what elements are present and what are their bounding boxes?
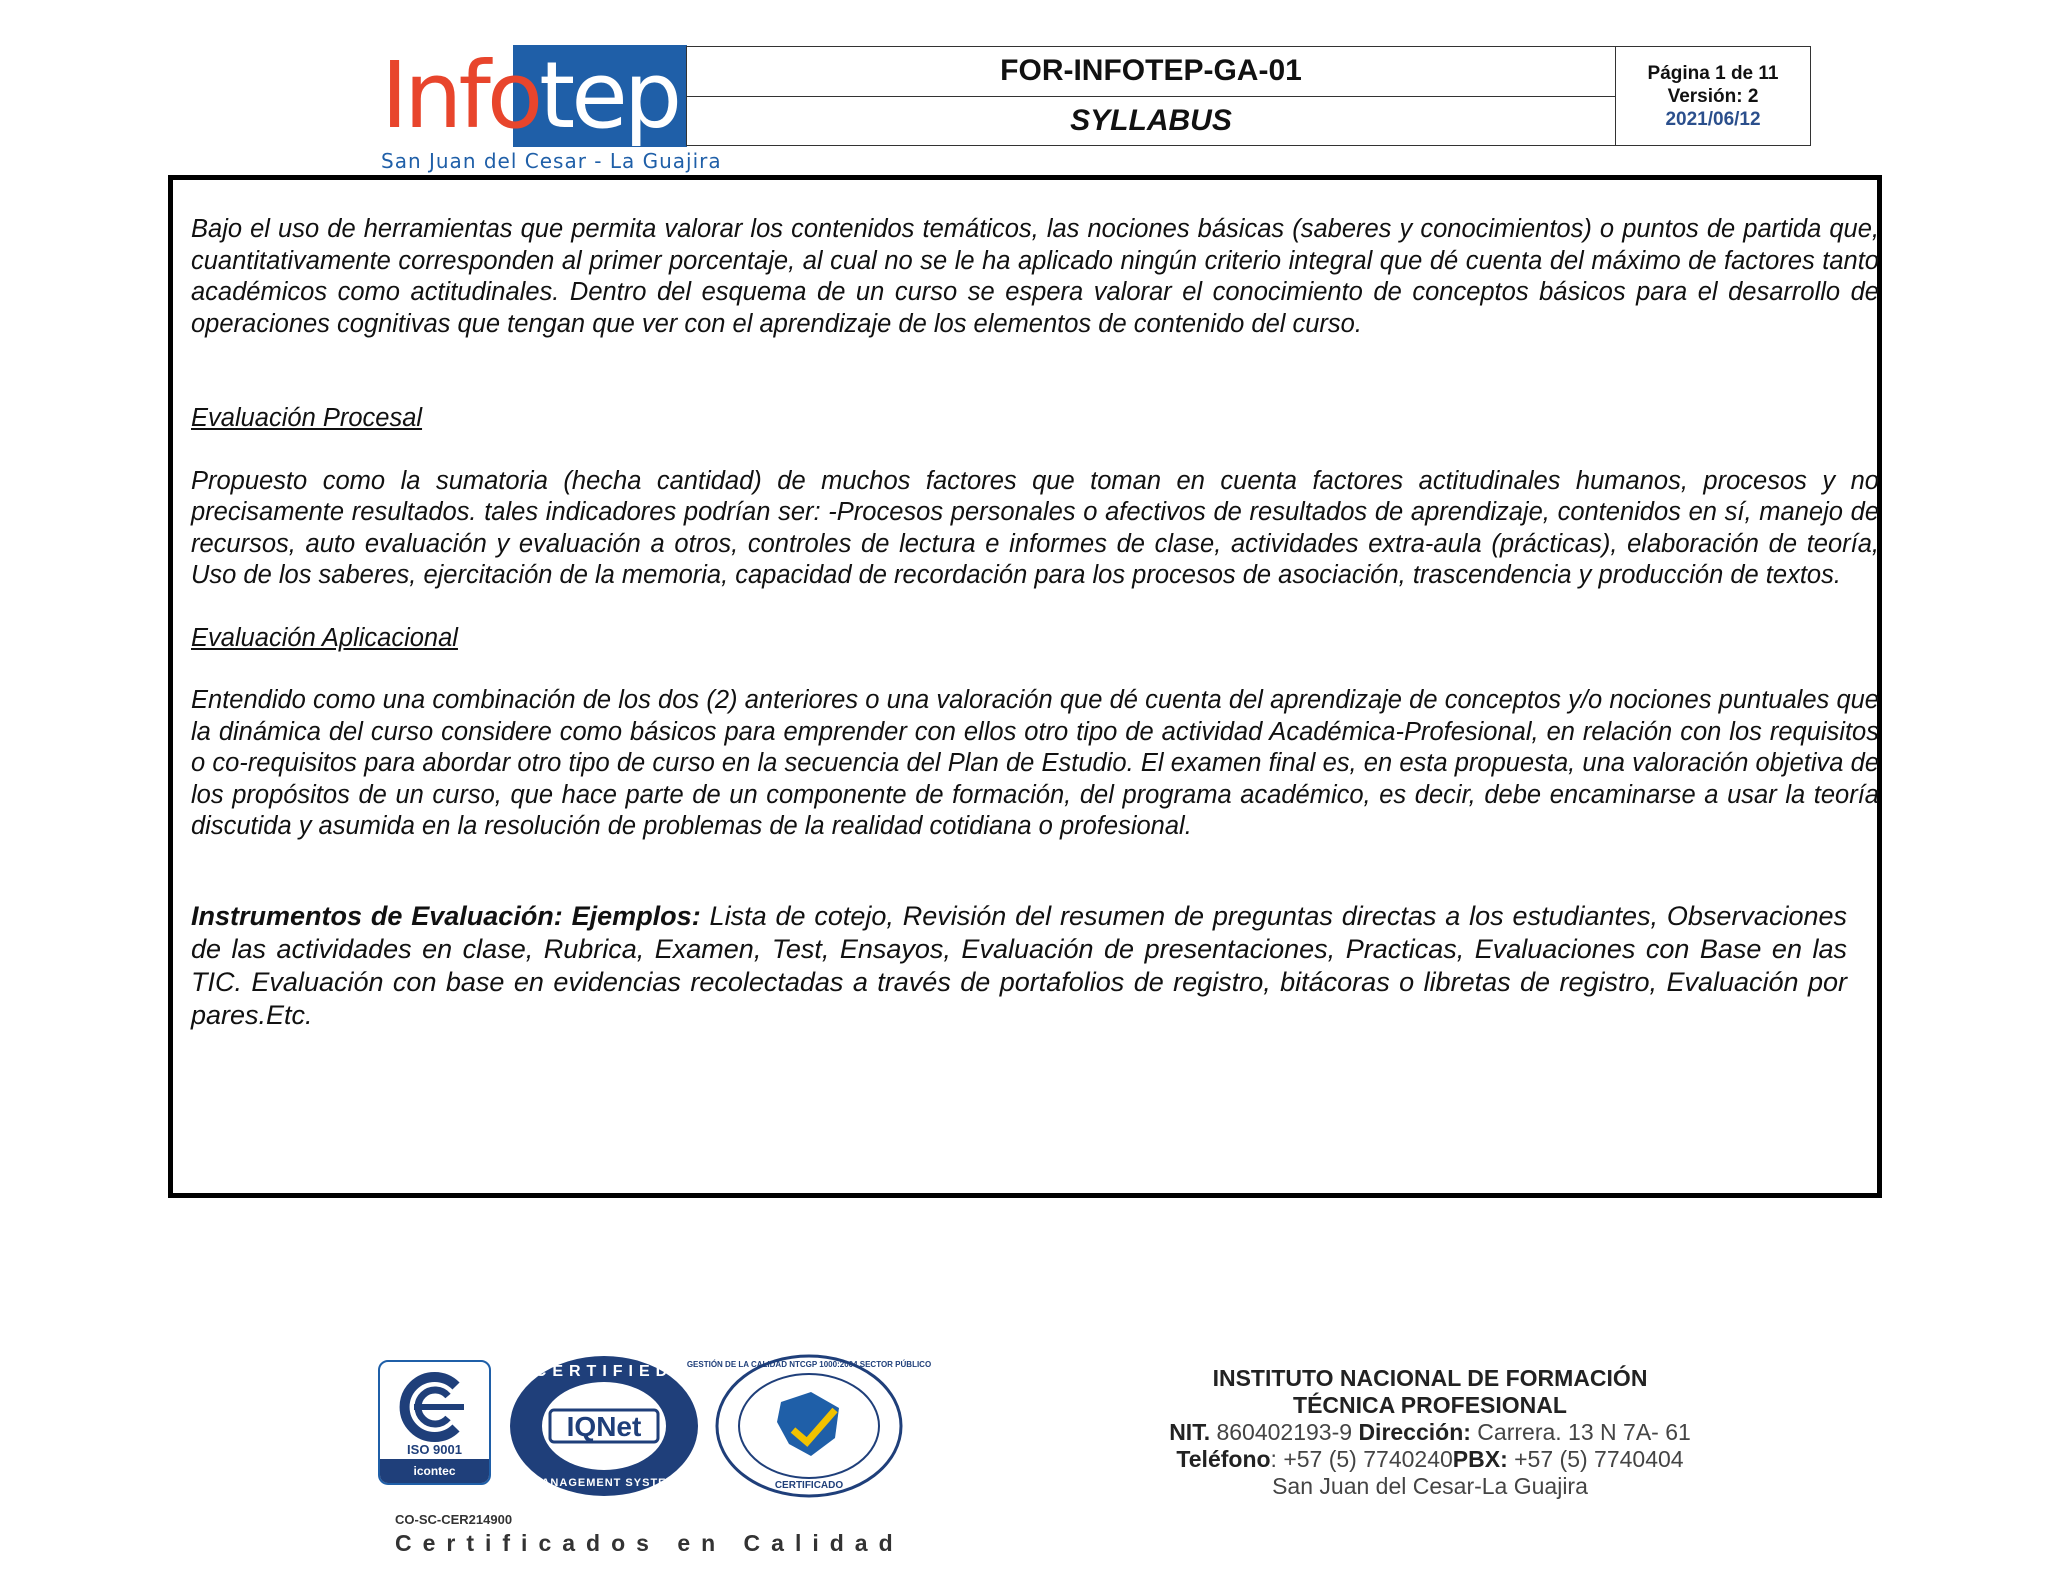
section-heading-procesal: Evaluación Procesal bbox=[191, 404, 423, 432]
page-number: Página 1 de 11 bbox=[1647, 62, 1779, 84]
document-meta bbox=[1616, 47, 1811, 146]
phone-line: Teléfono: +57 (5) 7740240PBX: +57 (5) 7740404 bbox=[1176, 1446, 1684, 1472]
logo-wordmark: Infotep bbox=[381, 42, 679, 149]
content-box bbox=[168, 175, 1882, 1198]
certificate-code: CO-SC-CER214900 bbox=[395, 1512, 513, 1527]
icontec-c-icon bbox=[394, 1372, 476, 1442]
content-body bbox=[191, 214, 1879, 1032]
iqnet-label: IQNet bbox=[566, 1411, 642, 1442]
institution-city: San Juan del Cesar-La Guajira bbox=[1272, 1473, 1588, 1499]
certificates-caption: Certificados en Calidad bbox=[395, 1530, 904, 1556]
icontec-brand: icontec bbox=[380, 1459, 489, 1483]
iqnet-management-label: MANAGEMENT SYSTEM bbox=[531, 1477, 677, 1489]
ntcgp-ring-label: GESTIÓN DE LA CALIDAD NTCGP 1000:2004 SECTOR PÚBLICO bbox=[686, 1360, 932, 1369]
ntcgp-certification-logo bbox=[686, 1352, 932, 1500]
institution-name-line1: INSTITUTO NACIONAL DE FORMACIÓN bbox=[1212, 1365, 1648, 1391]
document-header-table bbox=[686, 46, 1811, 146]
section-paragraph-procesal: Propuesto como la sumatoria (hecha cantidad) de muchos factores que toman en cuenta factores actitudinales humanos, procesos y no precisamente resultados. tales indicadores podrían ser: -Procesos personales o afectivos de resultados de aprendizaje, contenidos en sí, manejo de recursos, auto evaluación y evaluación a otros, controles de lectura e informes de clase, actividades extra-aula (prácticas), elaboración de teoría, Uso de los saberes, ejercitación de la memoria, capacidad de recordación para los procesos de asociación, trascendencia y producción de textos. bbox=[191, 466, 1879, 589]
icontec-certification-logo bbox=[378, 1360, 491, 1485]
institution-name-line2: TÉCNICA PROFESIONAL bbox=[1293, 1392, 1567, 1418]
document-date: 2021/06/12 bbox=[1665, 108, 1761, 130]
logo-background bbox=[381, 42, 687, 149]
iqnet-certified-label: CERTIFIED bbox=[534, 1363, 674, 1380]
infotep-logo bbox=[381, 42, 722, 175]
version-label: Versión: 2 bbox=[1667, 85, 1759, 107]
section-paragraph-aplicacional: Entendido como una combinación de los dos (2) anteriores o una valoración que dé cuenta del aprendizaje de conceptos y/o nociones puntuales que la dinámica del curso considere como básicos para emprender con ellos otro tipo de actividad Académica-Profesional, en relación con los requisitos o co-requisitos para abordar otro tipo de curso en la secuencia del Plan de Estudio. El examen final es, en esta propuesta, una valoración objetiva de los propósitos de un curso, que hace parte de un componente de formación, del programa académico, es decir, debe encaminarse a usar la teoría discutida y asumida en la resolución de problemas de la realidad cotidiana o profesional. bbox=[191, 686, 1879, 840]
iqnet-certification-logo bbox=[506, 1352, 702, 1500]
document-title: SYLLABUS bbox=[687, 96, 1616, 146]
instruments-label: Instrumentos de Evaluación: Ejemplos: bbox=[191, 900, 701, 931]
iso-9001-label: ISO 9001 bbox=[407, 1442, 462, 1457]
section-heading-aplicacional: Evaluación Aplicacional bbox=[191, 623, 458, 652]
document-code: FOR-INFOTEP-GA-01 bbox=[687, 47, 1616, 97]
ntcgp-certificado-label: CERTIFICADO bbox=[774, 1480, 844, 1491]
intro-paragraph: Bajo el uso de herramientas que permita valorar los contenidos temáticos, las nociones básicas (saberes y conocimientos) o puntos de partida que, cuantitativamente corresponden al primer porcentaje, al cual no se le ha aplicado ningún criterio integral que dé cuenta del máximo de factores tanto académicos como actitudinales. Dentro del esquema de un curso se espera valorar el conocimiento de conceptos básicos para el desarrollo de operaciones cognitivas que tengan que ver con el aprendizaje de los elementos de contenido del curso. bbox=[191, 215, 1879, 338]
institution-info bbox=[1110, 1365, 1750, 1500]
nit-address-line: NIT. 860402193-9 Dirección: Carrera. 13 N 7A- 61 bbox=[1169, 1419, 1691, 1445]
instruments-text: Lista de cotejo, Revisión del resumen de preguntas directas a los estudiantes, Observaciones de las actividades en clase, Rubrica, Examen, Test, Ensayos, Evaluación de presentaciones, Practicas, Evaluaciones con Base en las TIC. Evaluación con base en evidencias recolectadas a través de portafolios de registro, bitácoras o libretas de registro, Evaluación por pares.Etc. bbox=[191, 900, 1847, 1030]
logo-tagline: San Juan del Cesar - La Guajira bbox=[381, 149, 722, 173]
instruments-paragraph bbox=[191, 900, 1847, 1032]
